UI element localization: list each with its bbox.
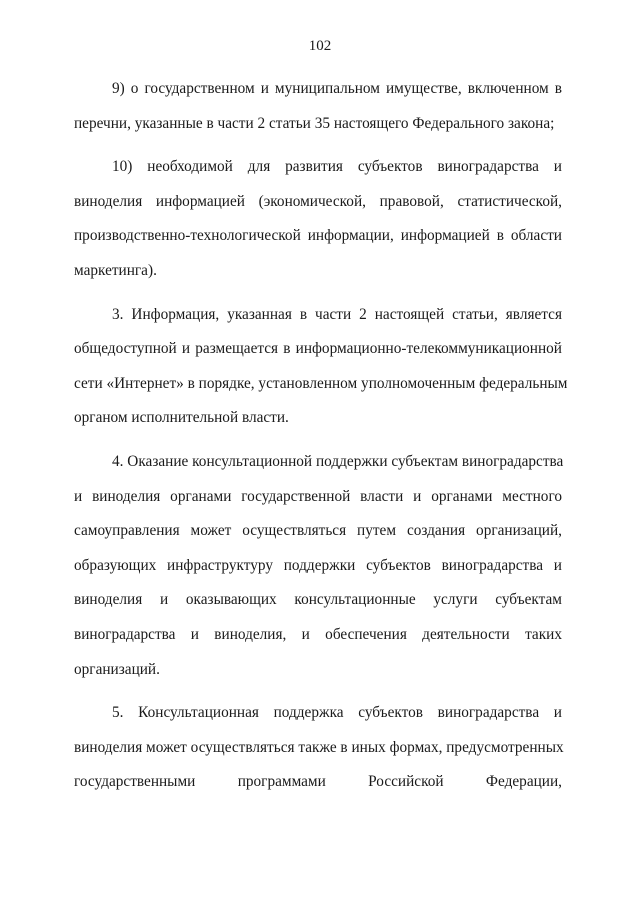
page-number: 102	[308, 38, 332, 54]
text-line: образующих инфраструктуру поддержки субъектов виноградарства и	[74, 556, 562, 574]
text-line: виноделия может осуществляться также в иных формах, предусмотренных	[74, 738, 564, 756]
text-line: общедоступной и размещается в информационно-телекоммуникационной	[74, 340, 562, 358]
text-line: виноделия и оказывающих консультационные услуги субъектам	[74, 591, 562, 609]
text-line: и виноделия органами государственной власти и органами местного	[74, 487, 562, 505]
text-line: перечни, указанные в части 2 статьи 35 настоящего Федерального закона;	[74, 114, 555, 132]
text-line: 3. Информация, указанная в части 2 настоящей статьи, является	[112, 305, 562, 323]
paragraph-item-9	[74, 72, 562, 141]
text-line: сети «Интернет» в порядке, установленном уполномоченным федеральным	[74, 374, 568, 392]
text-line: 5. Консультационная поддержка субъектов виноградарства и	[112, 704, 562, 722]
text-line: производственно-технологической информации, информацией в области	[74, 227, 562, 245]
text-line: маркетинга).	[74, 261, 157, 279]
text-line: виноградарства и виноделия, и обеспечения деятельности таких	[74, 625, 562, 643]
paragraph-part-4	[74, 445, 562, 687]
text-line: самоуправления может осуществляться путем создания организаций,	[74, 522, 562, 540]
text-line: 9) о государственном и муниципальном имуществе, включенном в	[112, 80, 562, 97]
text-line: виноделия информацией (экономической, правовой, статистической,	[74, 192, 562, 210]
text-line: органом исполнительной власти.	[74, 409, 289, 427]
paragraph-part-5	[74, 696, 562, 800]
document-body	[74, 72, 568, 809]
text-line: 10) необходимой для развития субъектов виноградарства и	[112, 158, 562, 176]
text-line: организаций.	[74, 660, 160, 678]
text-line: государственными программами Российской Федерации,	[74, 773, 562, 791]
paragraph-item-10	[74, 150, 562, 288]
paragraph-part-3	[74, 298, 568, 436]
text-line: 4. Оказание консультационной поддержки субъектам виноградарства	[112, 452, 564, 470]
